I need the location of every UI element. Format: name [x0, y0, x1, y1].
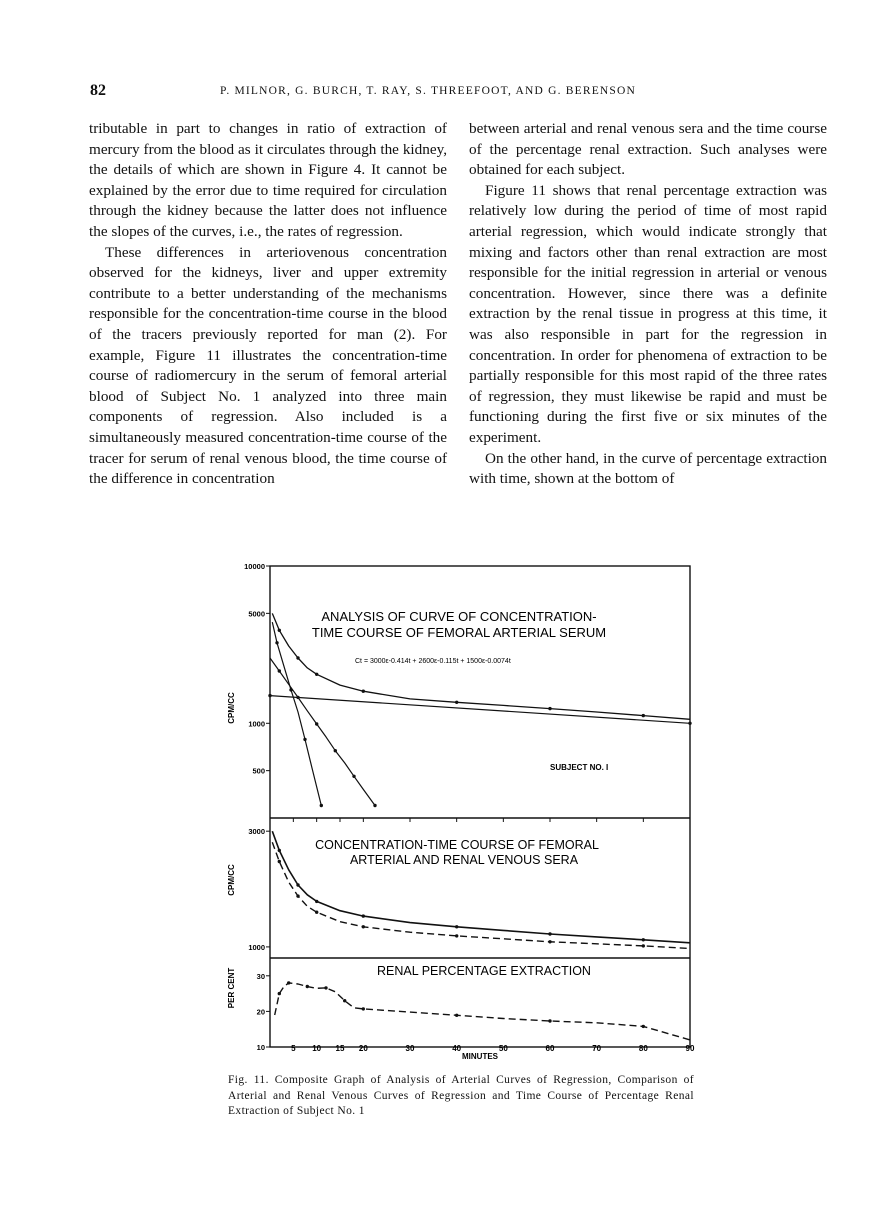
data-point [315, 900, 318, 903]
running-head: P. MILNOR, G. BURCH, T. RAY, S. THREEFOOT, AND G. BERENSON [220, 85, 637, 97]
data-point [296, 894, 299, 897]
page-header [90, 82, 828, 104]
panel1-title-line2: TIME COURSE OF FEMORAL ARTERIAL SERUM [311, 625, 607, 640]
panel2-title-line1: CONCENTRATION-TIME COURSE OF FEMORAL [315, 838, 599, 852]
subject-label: SUBJECT NO. I [550, 763, 609, 772]
data-point [688, 722, 691, 725]
data-point [320, 804, 323, 807]
data-point [455, 701, 458, 704]
series-line [275, 983, 690, 1040]
paragraph: tributable in part to changes in ratio of extraction of mercury from the blood as it circulates through the kidney, the details of which are shown in Figure 4. It cannot be explained by the error due to time required for circulation through the kidney because the latter does not influence the slopes of the curves, i.e., the rates of regression. [89, 120, 447, 240]
data-point [287, 981, 290, 984]
series-line [272, 622, 321, 805]
figure-11 [222, 562, 702, 1067]
x-tick-label: 10 [312, 1044, 322, 1053]
y-tick-label: 10000 [244, 562, 265, 571]
x-axis-label: MINUTES [462, 1052, 498, 1061]
data-point [306, 985, 309, 988]
data-point [642, 1025, 645, 1028]
y-tick-label: 1000 [248, 942, 265, 952]
x-tick-label: 5 [291, 1044, 296, 1053]
data-point [296, 883, 299, 886]
data-point [642, 944, 645, 947]
y-tick-label: 3000 [248, 827, 265, 837]
data-point [303, 738, 306, 741]
series-line [270, 696, 690, 724]
data-point [315, 722, 318, 725]
data-point [343, 999, 346, 1002]
data-point [455, 925, 458, 928]
data-point [278, 992, 281, 995]
y-tick-label: 20 [256, 1007, 265, 1017]
x-tick-label: 90 [685, 1044, 695, 1053]
paragraph: between arterial and renal venous sera and the time course of the percentage renal extraction. Such analyses were obtained for each subject. [469, 120, 827, 179]
figure-chart [222, 562, 702, 1067]
data-point [455, 1014, 458, 1017]
x-tick-label: 80 [638, 1044, 648, 1053]
data-point [362, 690, 365, 693]
figure-caption: Fig. 11. Composite Graph of Analysis of Arterial Curves of Regression, Comparison of Arterial and Renal Venous Curves of Regression and Time Course of Percentage Renal Extraction of Subject No. 1 [228, 1074, 694, 1118]
right-column [469, 119, 827, 490]
y-tick-label: 1000 [248, 719, 265, 729]
data-point [362, 914, 365, 917]
data-point [315, 673, 318, 676]
data-point [278, 629, 281, 632]
x-tick-label: 40 [452, 1044, 462, 1053]
data-point [548, 707, 551, 710]
data-point [373, 804, 376, 807]
data-point [275, 641, 278, 644]
data-point [362, 925, 365, 928]
x-tick-label: 60 [545, 1044, 555, 1053]
data-point [296, 656, 299, 659]
series-line [270, 658, 375, 806]
x-tick-label: 20 [358, 1044, 368, 1053]
data-point [324, 986, 327, 989]
left-column [89, 119, 447, 490]
data-point [642, 938, 645, 941]
panel1-title-line1: ANALYSIS OF CURVE OF CONCENTRATION- [321, 609, 597, 624]
y-tick-label: 30 [256, 971, 265, 981]
data-point [548, 940, 551, 943]
panel2-title-line2: ARTERIAL AND RENAL VENOUS SERA [349, 853, 579, 867]
data-point [362, 1007, 365, 1010]
data-point [278, 860, 281, 863]
data-point [352, 775, 355, 778]
paragraph: Figure 11 shows that renal percentage extraction was relatively low during the period of time of most rapid arterial regression, which would indicate strongly that mixing and factors other than renal extraction are most responsible for the initial regression in arterial or venous concentration. However, since there was a definite extraction by the renal tissue in progress at this time, it was also responsible in part for the regression in concentration. In order for phenomena of extraction to be partially responsible for this most rapid of the three rates of regression, they must likewise be rapid and must be functioning during the first five or six minutes of the experiment. [469, 181, 827, 446]
y-tick-label: 5000 [248, 609, 265, 619]
data-point [455, 934, 458, 937]
x-tick-label: 50 [498, 1044, 508, 1053]
y-axis-label-panel3: PER CENT [227, 967, 236, 1009]
y-tick-label: 500 [252, 766, 265, 776]
page-number: 82 [90, 82, 106, 99]
x-tick-label: 30 [405, 1044, 415, 1053]
paragraph: On the other hand, in the curve of percentage extraction with time, shown at the bottom of [469, 449, 827, 488]
data-point [268, 694, 271, 697]
data-point [278, 849, 281, 852]
y-axis-label-panel1: CPM/CC [227, 692, 236, 724]
data-point [334, 749, 337, 752]
data-point [278, 669, 281, 672]
x-tick-label: 15 [335, 1044, 345, 1053]
y-axis-label-panel2: CPM/CC [227, 864, 236, 896]
y-tick-label: 10 [256, 1043, 265, 1052]
x-tick-label: 70 [592, 1044, 602, 1053]
paragraph: These differences in arteriovenous concentration observed for the kidneys, liver and upper extremity contribute to a better understanding of the mechanisms responsible for the concentration-time course in the blood of the tracers previously reported for man (2). For example, Figure 11 illustrates the concentration-time course of radiomercury in the serum of femoral arterial blood of Subject No. 1 analyzed into three main components of regression. Also included is a simultaneously measured concentration-time course of the tracer for serum of renal venous blood, the time course of the difference in concentration [89, 243, 447, 488]
panel3-title: RENAL PERCENTAGE EXTRACTION [377, 964, 591, 978]
data-point [315, 911, 318, 914]
data-point [548, 932, 551, 935]
data-point [642, 714, 645, 717]
equation: Ct = 3000ε-0.414t + 2600ε-0.115t + 1500ε-0.0074t [355, 658, 511, 665]
data-point [548, 1019, 551, 1022]
